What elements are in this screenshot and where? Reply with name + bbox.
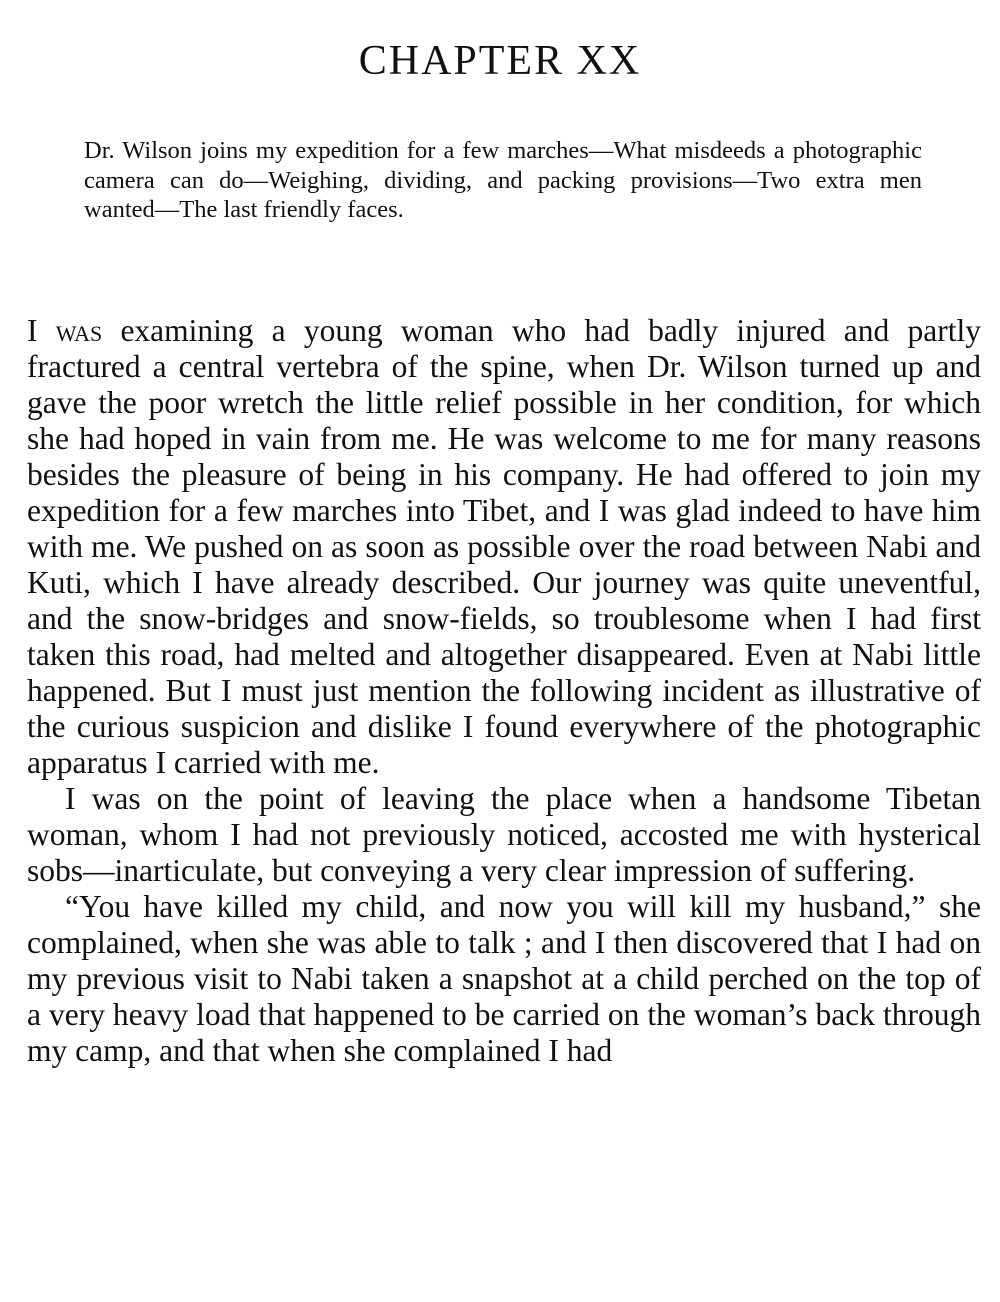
chapter-body [27,313,981,1069]
paragraph-1-lead-word: was [55,313,103,348]
chapter-summary: Dr. Wilson joins my expedition for a few marches—What misdeeds a photographic camera can do—Weighing, dividing, and packing provisions—Two extra men wanted—The last friendly faces. [84,137,922,223]
paragraph-2: I was on the point of leaving the place when a handsome Tibetan woman, whom I had not previously noticed, accosted me with hysterical sobs—inarticulate, but conveying a very clear impression of suffering. [27,781,981,888]
paragraph-1-lead-i: I [27,313,56,348]
paragraph-1-text: examining a young woman who had badly injured and partly fractured a central vertebra of the spine, when Dr. Wilson turned up and gave the poor wretch the little relief possible in her condition, for which she had hoped in vain from me. He was welcome to me for many reasons besides the pleasure of being in his company. He had offered to join my expedition for a few marches into Tibet, and I was glad indeed to have him with me. We pushed on as soon as possible over the road between Nabi and Kuti, which I have already described. Our journey was quite uneventful, and the snow-bridges and snow-fields, so troublesome when I had first taken this road, had melted and altogether disappeared. Even at Nabi little happened. But I must just mention the following incident as illustrative of the curious suspicion and dislike I found everywhere of the photographic apparatus I carried with me. [27,313,981,780]
paragraph-3: “You have killed my child, and now you will kill my husband,” she complained, when she was able to talk ; and I then discovered that I had on my previous visit to Nabi taken a snapshot at a child perched on the top of a very heavy load that happened to be carried on the woman’s back through my camp, and that when she complained I had [27,889,981,1068]
chapter-title: CHAPTER XX [358,38,642,84]
paragraph-1 [27,313,981,781]
